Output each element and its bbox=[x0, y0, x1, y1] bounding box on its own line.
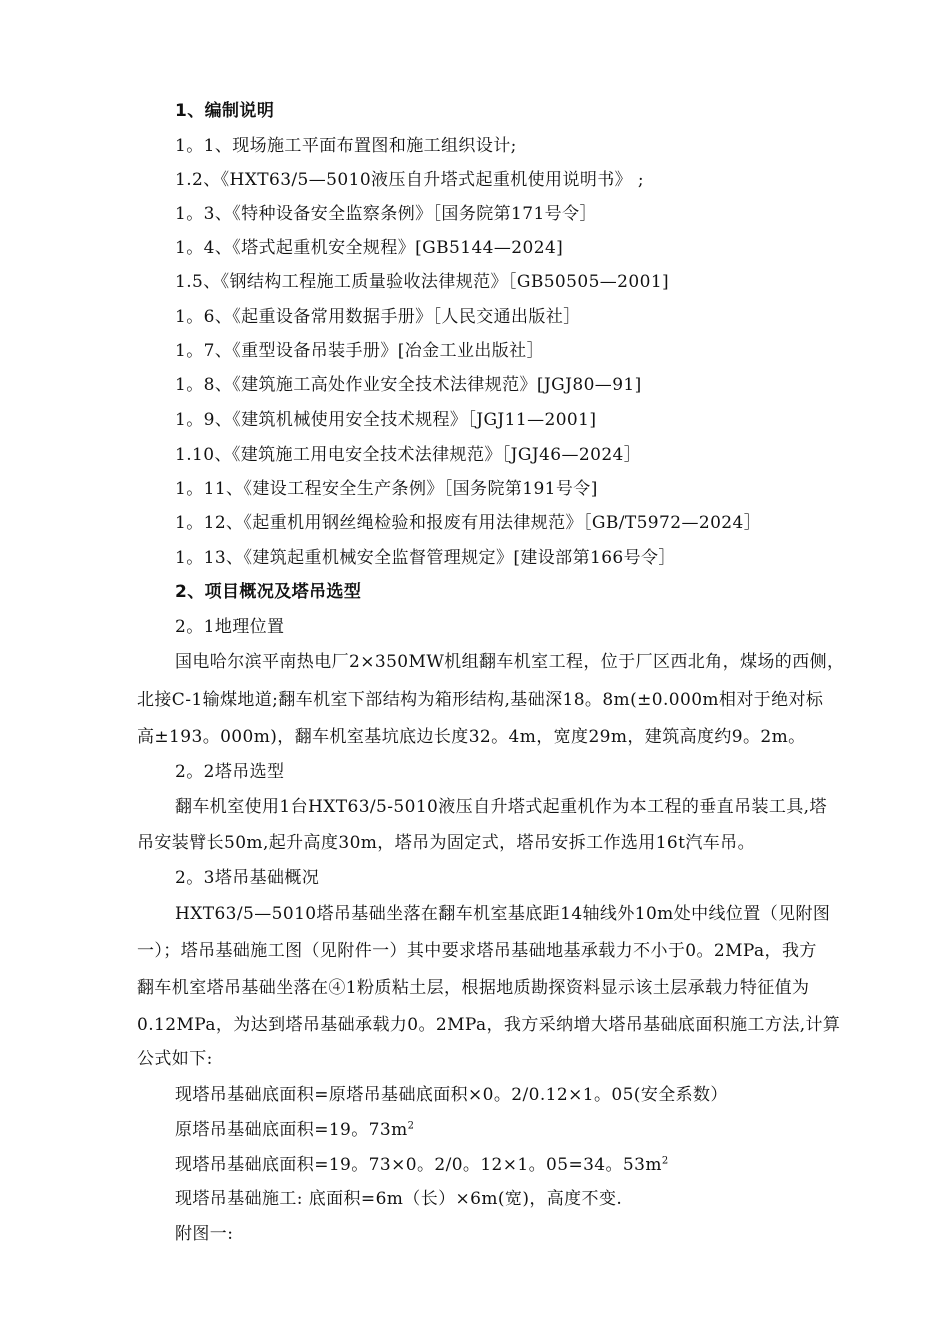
paragraph-line: 国电哈尔滨平南热电厂2×350MW机组翻车机室工程，位于厂区西北角，煤场的西侧， bbox=[175, 652, 845, 672]
paragraph-line: 一）；塔吊基础施工图（见附件一）其中要求塔吊基础地基承载力不小于0。2MPa，我方 bbox=[137, 941, 817, 961]
formula-line bbox=[175, 1119, 414, 1141]
subsection-title: 2。1地理位置 bbox=[175, 617, 285, 637]
subsection-title: 2。3塔吊基础概况 bbox=[175, 868, 320, 888]
paragraph-line: HXT63/5—5010塔吊基础坐落在翻车机室基底距14轴线外10m处中线位置（见附图 bbox=[175, 904, 831, 924]
reference-item: 1。13、《建筑起重机械安全监督管理规定》[建设部第166号令］ bbox=[175, 548, 676, 568]
section1-heading: 1、编制说明 bbox=[175, 101, 275, 121]
paragraph-line: 公式如下: bbox=[137, 1049, 213, 1069]
superscript: 2 bbox=[407, 1120, 415, 1132]
formula-line: 现塔吊基础施工: 底面积=6m（长）×6m(宽)，高度不变. bbox=[175, 1189, 623, 1209]
formula-text: 原塔吊基础底面积=19。73m bbox=[175, 1120, 408, 1140]
reference-item: 1。11、《建设工程安全生产条例》［国务院第191号令] bbox=[175, 479, 598, 499]
paragraph-line: 北接C-1输煤地道;翻车机室下部结构为箱形结构,基础深18。8m(±0.000m相对于绝对标 bbox=[137, 690, 824, 710]
superscript: 2 bbox=[661, 1155, 669, 1167]
paragraph-line: 高±193。000m)，翻车机室基坑底边长度32。4m，宽度29m，建筑高度约9。2m。 bbox=[137, 727, 806, 747]
paragraph-line: 吊安装臂长50m,起升高度30m，塔吊为固定式，塔吊安拆工作选用16t汽车吊。 bbox=[137, 833, 755, 853]
formula-line: 现塔吊基础底面积=原塔吊基础底面积×0。2/0.12×1。05(安全系数） bbox=[175, 1085, 728, 1105]
reference-item: 1。1、现场施工平面布置图和施工组织设计; bbox=[175, 136, 517, 156]
reference-item: 1。7、《重型设备吊装手册》[冶金工业出版社］ bbox=[175, 341, 544, 361]
formula-text: 现塔吊基础底面积=19。73×0。2/0。12×1。05=34。53m bbox=[175, 1155, 662, 1175]
paragraph-line: 0.12MPa，为达到塔吊基础承载力0。2MPa，我方采纳增大塔吊基础底面积施工方法,计算 bbox=[137, 1015, 841, 1035]
reference-item: 1。3、《特种设备安全监察条例》［国务院第171号令］ bbox=[175, 204, 597, 224]
reference-item: 1.5、《钢结构工程施工质量验收法律规范》［GB50505—2001] bbox=[175, 272, 670, 292]
reference-item: 1.2、《HXT63/5—5010液压自升塔式起重机使用说明书》 ; bbox=[175, 170, 644, 190]
reference-item: 1。6、《起重设备常用数据手册》［人民交通出版社］ bbox=[175, 307, 581, 327]
reference-item: 1。8、《建筑施工高处作业安全技术法律规范》[JGJ80—91] bbox=[175, 375, 642, 395]
reference-item: 1.10、《建筑施工用电安全技术法律规范》［JGJ46—2024］ bbox=[175, 445, 642, 465]
subsection-title: 2。2塔吊选型 bbox=[175, 762, 285, 782]
formula-line bbox=[175, 1154, 669, 1176]
appendix-label: 附图一: bbox=[175, 1224, 234, 1244]
reference-item: 1。12、《起重机用钢丝绳检验和报废有用法律规范》［GB/T5972—2024］ bbox=[175, 513, 762, 533]
reference-item: 1。4、《塔式起重机安全规程》[GB5144—2024] bbox=[175, 238, 564, 258]
paragraph-line: 翻车机室塔吊基础坐落在④1粉质粘土层，根据地质勘探资料显示该土层承载力特征值为 bbox=[137, 978, 810, 998]
paragraph-line: 翻车机室使用1台HXT63/5-5010液压自升塔式起重机作为本工程的垂直吊装工具,塔 bbox=[175, 797, 827, 817]
section2-heading: 2、项目概况及塔吊选型 bbox=[175, 582, 362, 602]
reference-item: 1。9、《建筑机械使用安全技术规程》［JGJ11—2001] bbox=[175, 410, 597, 430]
